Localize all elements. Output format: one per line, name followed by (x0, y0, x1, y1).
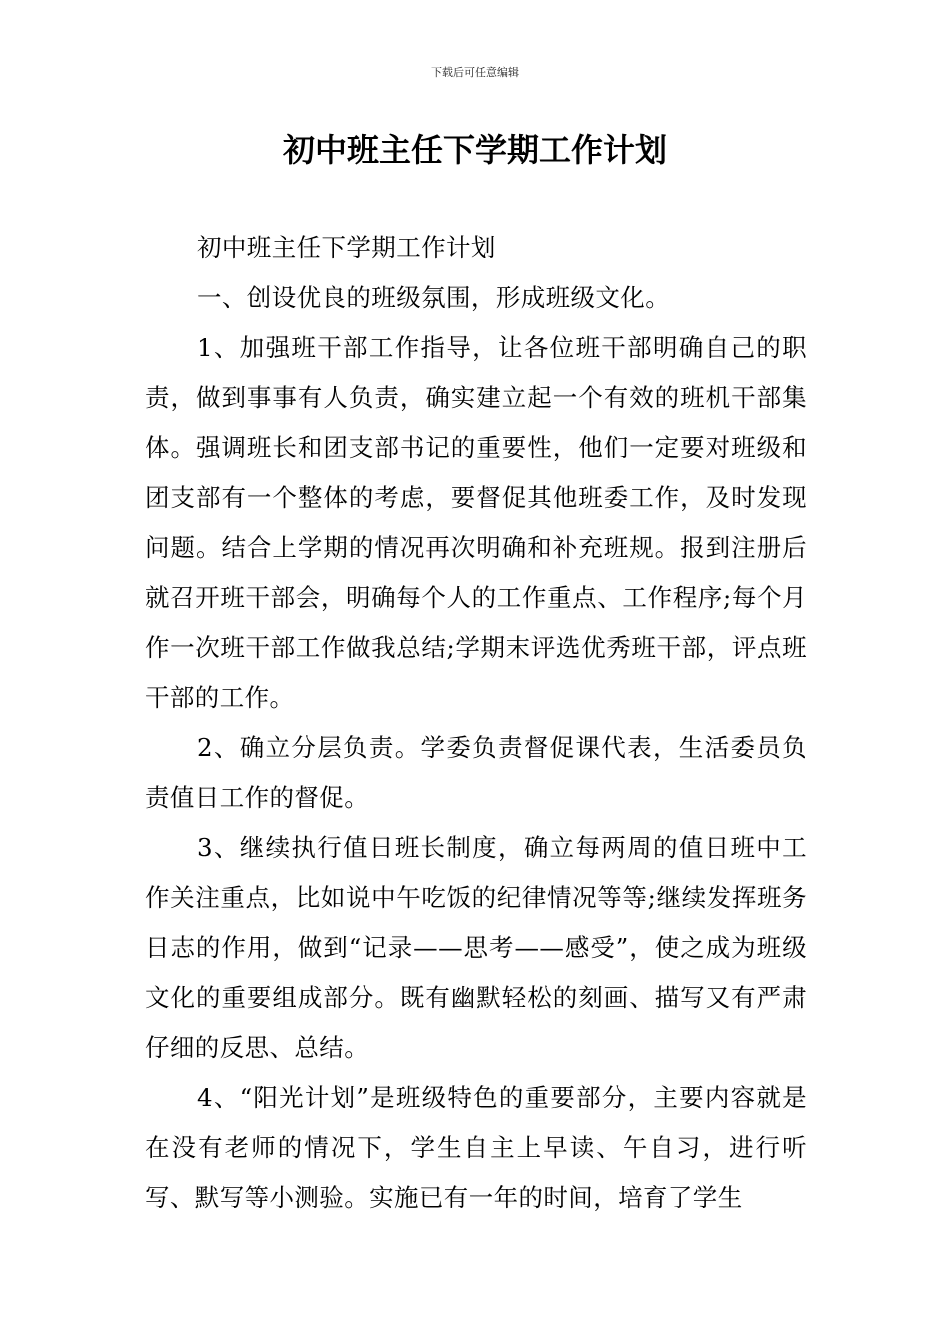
paragraph-subtitle: 初中班主任下学期工作计划 (197, 233, 496, 262)
paragraph-item-2: 2、确立分层负责。学委负责督促课代表，生活委员负责值日工作的督促。 (145, 733, 807, 812)
paragraph-item-1: 1、加强班干部工作指导，让各位班干部明确自己的职责，做到事事有人负责，确实建立起一个有效的班机干部集体。强调班长和团支部书记的重要性，他们一定要对班级和团支部有一个整体的考虑，要督促其他班委工作，及时发现问题。结合上学期的情况再次明确和补充班规。报到注册后就召开班干部会，明确每个人的工作重点、工作程序;每个月作一次班干部工作做我总结;学期末评选优秀班干部，评点班干部的工作。 (145, 333, 807, 712)
document-body (145, 223, 807, 1223)
paragraph-item-3: 3、继续执行值日班长制度，确立每两周的值日班中工作关注重点，比如说中午吃饭的纪律情况等等;继续发挥班务日志的作用，做到“记录——思考——感受”，使之成为班级文化的重要组成部分。既有幽默轻松的刻画、描写又有严肃仔细的反思、总结。 (145, 833, 807, 1062)
document-title: 初中班主任下学期工作计划 (282, 131, 667, 169)
paragraph-item-4: 4、“阳光计划”是班级特色的重要部分，主要内容就是在没有老师的情况下，学生自主上早读、午自习，进行听写、默写等小测验。实施已有一年的时间，培育了学生 (145, 1083, 807, 1212)
paragraph-section-heading: 一、创设优良的班级氛围，形成班级文化。 (197, 283, 671, 312)
header-note: 下载后可任意编辑 (431, 66, 519, 79)
